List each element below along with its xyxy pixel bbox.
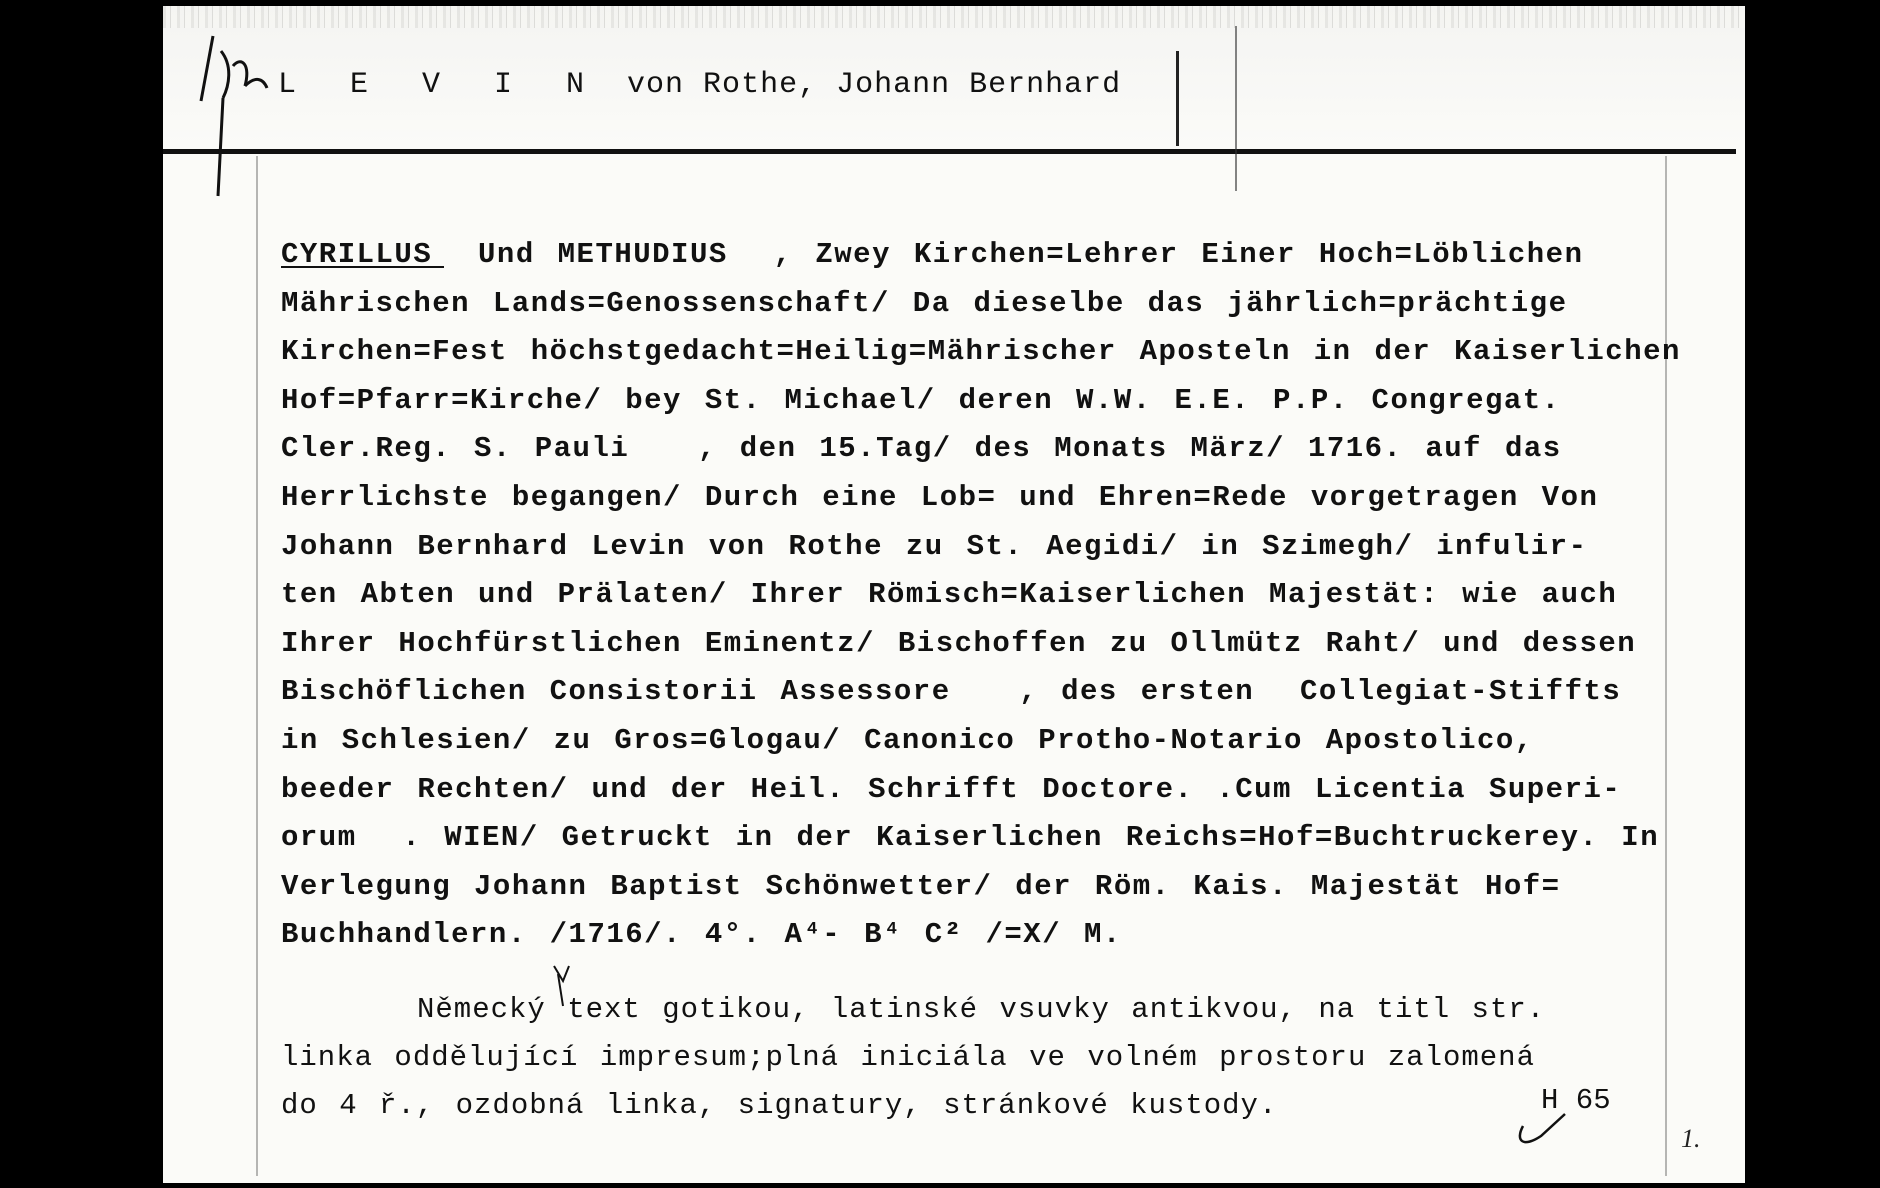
body-line: Bischöflichen Consistorii Assessore , des ersten Collegiat-Stiffts: [281, 675, 1622, 709]
body-line: Kirchen=Fest höchstgedacht=Heilig=Mährischer Aposteln in der Kaiserlichen: [281, 335, 1681, 369]
note-line: do 4 ř., ozdobná linka, signatury, stránkové kustody.: [281, 1089, 1278, 1122]
body-line: in Schlesien/ zu Gros=Glogau/ Canonico Protho-Notario Apostolico,: [281, 723, 1534, 757]
body-line: Johann Bernhard Levin von Rothe zu St. Aegidi/ in Szimegh/ infulir-: [281, 529, 1588, 563]
call-number: H 65: [1541, 1084, 1611, 1117]
body-line: Verlegung Johann Baptist Schönwetter/ der Röm. Kais. Majestät Hof=: [281, 869, 1561, 903]
body-line: Herrlichste begangen/ Durch eine Lob= und Ehren=Rede vorgetragen Von: [281, 480, 1599, 514]
body-line: Cler.Reg. S. Pauli , den 15.Tag/ des Monats März/ 1716. auf das: [281, 432, 1562, 466]
body-line: Ihrer Hochfürstlichen Eminentz/ Bischoffen zu Ollmütz Raht/ und dessen: [281, 626, 1637, 660]
body-line: orum . WIEN/ Getruckt in der Kaiserlichen Reichs=Hof=Buchtruckerey. In: [281, 821, 1660, 855]
body-line: CYRILLUS Und METHUDIUS , Zwey Kirchen=Lehrer Einer Hoch=Löblichen: [281, 238, 1584, 271]
body-line: Hof=Pfarr=Kirche/ bey St. Michael/ deren W.W. E.E. P.P. Congregat.: [281, 383, 1561, 417]
body-line: ten Abten und Prälaten/ Ihrer Römisch=Kaiserlichen Majestät: wie auch: [281, 578, 1618, 612]
card-number: 1.: [1681, 1124, 1701, 1153]
note-line: Německý text gotikou, latinské vsuvky antikvou, na titl str.: [417, 993, 1546, 1026]
body-line: Buchhandlern. /1716/. 4°. A⁴- B⁴ C² /=X/ M.: [281, 918, 1122, 952]
body-line: beeder Rechten/ und der Heil. Schrifft Doctore. .Cum Licentia Superi-: [281, 772, 1622, 806]
body-line: Mährischen Lands=Genossenschaft/ Da dieselbe das jährlich=prächtige: [281, 286, 1568, 320]
title-transcription: [281, 231, 1721, 960]
handwritten-initials: [201, 36, 267, 196]
author-surname: L E V I N: [278, 68, 603, 102]
note-line: linka oddělující impresum;plná iniciála ve volném prostoru zalomená: [281, 1041, 1535, 1074]
author-name-rest: von Rothe, Johann Bernhard: [627, 68, 1122, 102]
description-note: [281, 986, 1721, 1130]
catalog-card: [163, 6, 1745, 1183]
